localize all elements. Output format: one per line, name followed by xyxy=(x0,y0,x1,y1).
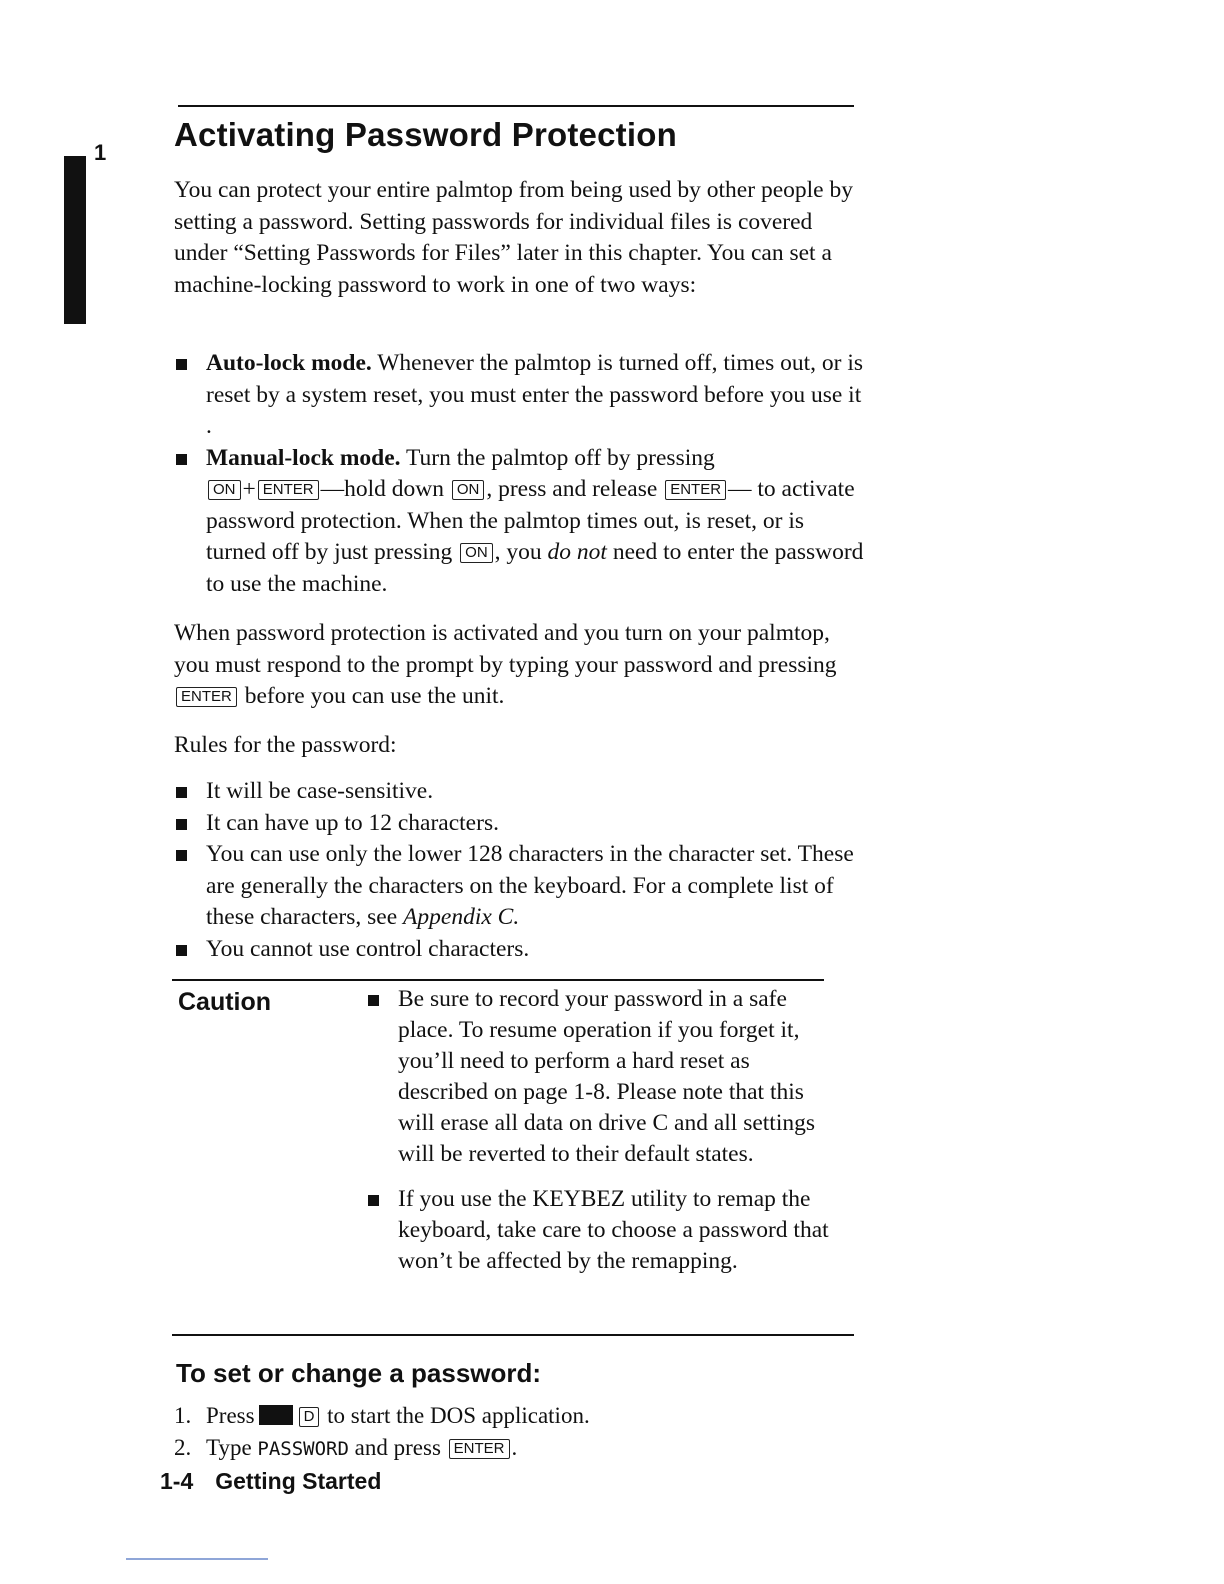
command-text: PASSWORD xyxy=(257,1438,349,1460)
section-title: Activating Password Protection xyxy=(174,116,677,153)
rule-text: It will be case-sensitive. xyxy=(206,778,434,804)
auto-lock-term: Auto-lock mode. xyxy=(206,350,372,376)
rule-item xyxy=(174,776,864,808)
manual-lock-text: need to enter the password to use the machine. xyxy=(206,539,864,597)
manual-lock-text: Turn the palmtop off by pressing xyxy=(400,444,715,471)
manual-lock-item xyxy=(174,443,864,601)
caution-text: Be sure to record your password in a safe place. To resume operation if you forget it, you’ll need to perform a hard reset as described on page 1-8. Please note that this will erase all data on drive C and all settings will be reverted to their default states. xyxy=(398,986,816,1167)
top-rule xyxy=(178,105,854,107)
manual-lock-text: —hold down xyxy=(320,476,450,502)
bullet-icon xyxy=(176,787,187,798)
enter-key: ENTER xyxy=(258,480,319,500)
caution-text: If you use the KEYBEZ utility to remap the keyboard, take care to choose a password that won’t be affected by the remapping. xyxy=(398,1186,829,1274)
manual-lock-text: , press and release xyxy=(486,476,664,502)
bullet-icon xyxy=(176,945,187,956)
caution-item xyxy=(366,984,836,1170)
lock-modes-list xyxy=(174,348,864,600)
caution-bottom-rule xyxy=(172,1334,854,1336)
on-key: ON xyxy=(460,543,493,563)
bullet-icon xyxy=(176,850,187,861)
plus-sign: + xyxy=(242,476,256,502)
step-number: 2. xyxy=(174,1435,192,1460)
step-text: to start the DOS application. xyxy=(321,1403,590,1428)
step-number: 1. xyxy=(174,1403,192,1428)
rule-item xyxy=(174,934,864,966)
enter-key: ENTER xyxy=(449,1439,510,1459)
intro-paragraph: You can protect your entire palmtop from being used by other people by setting a password. Setting passwords for individual files is covered under “Setting Passwords for Files” later in this chapter. You can set a machine-locking password to work in one of two ways: xyxy=(174,177,853,298)
enter-key: ENTER xyxy=(176,687,237,707)
auto-lock-text: Whenever the palmtop is turned off, times out, or is reset by a system reset, you must enter the password before you use it . xyxy=(206,350,864,439)
chapter-tab-bar xyxy=(64,156,86,324)
step-item xyxy=(174,1400,590,1432)
activated-text: When password protection is activated and you turn on your palmtop, you must respond to the prompt by typing your password and pressing xyxy=(174,620,837,678)
caution-label: Caution xyxy=(178,988,272,1016)
caution-top-rule xyxy=(172,979,824,981)
activated-text: before you can use the unit. xyxy=(238,683,505,709)
manual-lock-term: Manual-lock mode. xyxy=(206,444,401,471)
bullet-icon xyxy=(176,819,187,830)
procedure-title: To set or change a password: xyxy=(176,1358,542,1388)
rule-item xyxy=(174,839,864,934)
on-key: ON xyxy=(208,480,241,500)
step-text: and press xyxy=(348,1435,447,1460)
rule-text: You can use only the lower 128 characters in the character set. These are generally the characters on the keyboard. For a complete list of these characters, see xyxy=(206,841,854,930)
appendix-reference: Appendix C. xyxy=(403,904,520,930)
page-footer xyxy=(160,1468,381,1495)
chapter-marker: 1 xyxy=(94,140,107,165)
step-text: Press xyxy=(206,1403,255,1428)
step-text: . xyxy=(511,1435,518,1460)
rule-text: It can have up to 12 characters. xyxy=(206,809,499,836)
application-key-icon xyxy=(259,1405,293,1425)
step-text: Type xyxy=(206,1435,258,1460)
rules-intro: Rules for the password: xyxy=(174,732,397,758)
bullet-icon xyxy=(368,995,379,1006)
procedure-steps xyxy=(174,1400,590,1465)
on-key: ON xyxy=(452,480,485,500)
bullet-icon xyxy=(176,454,187,465)
auto-lock-item xyxy=(174,348,864,443)
chapter-name: Getting Started xyxy=(215,1468,382,1494)
page-number: 1-4 xyxy=(160,1468,194,1494)
bullet-icon xyxy=(368,1195,379,1206)
caution-item xyxy=(366,1184,836,1277)
activated-paragraph xyxy=(174,618,864,713)
caution-list xyxy=(366,984,836,1277)
scan-artifact-line xyxy=(126,1558,268,1560)
step-item xyxy=(174,1432,590,1465)
emphasis-text: do not xyxy=(547,539,607,565)
bullet-icon xyxy=(176,359,187,370)
rule-text: You cannot use control characters. xyxy=(206,935,530,962)
manual-lock-text: , you xyxy=(494,539,548,565)
enter-key: ENTER xyxy=(665,480,726,500)
d-key: D xyxy=(299,1407,320,1427)
manual-lock-text: — to activate password protection. When the palmtop times out, is reset, or is turned off by just pressing xyxy=(206,476,855,565)
rules-list xyxy=(174,776,864,965)
rule-item xyxy=(174,808,864,840)
